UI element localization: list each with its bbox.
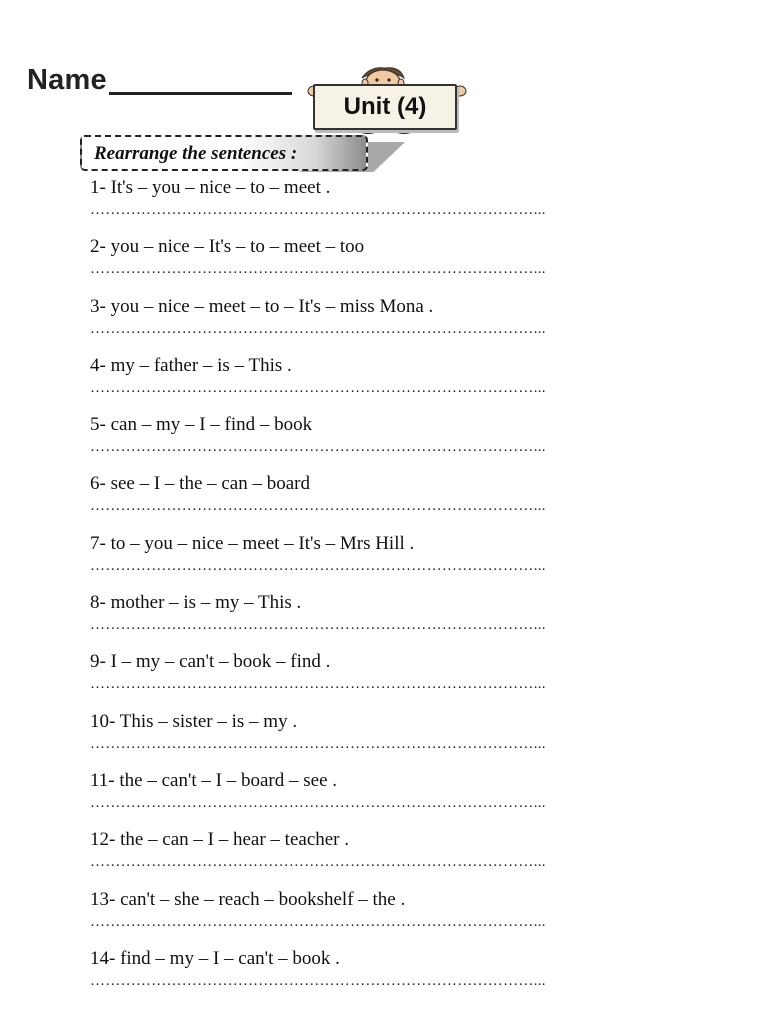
list-item [90,234,690,293]
question-text: 7- to – you – nice – meet – It's – Mrs Hill . [90,532,415,554]
list-item [90,412,690,471]
instruction-text: Rearrange the sentences : [94,143,298,164]
list-item [90,649,690,708]
answer-line[interactable]: ……………………………………………………………………………... [90,676,546,693]
list-item [90,887,690,946]
unit-title: Unit (4) [313,84,457,130]
question-text: 3- you – nice – meet – to – It's – miss Mona . [90,295,434,317]
answer-line[interactable]: ……………………………………………………………………………... [90,735,546,752]
question-text: 2- you – nice – It's – to – meet – too [90,236,365,258]
list-item [90,353,690,412]
question-text: 4- my – father – is – This . [90,354,292,376]
question-text: 14- find – my – I – can't – book . [90,947,340,969]
exercise-list [90,175,690,1005]
question-text: 1- It's – you – nice – to – meet . [90,177,331,198]
name-label: Name [27,64,107,96]
answer-line[interactable]: ……………………………………………………………………………... [90,261,546,278]
answer-line[interactable]: ……………………………………………………………………………... [90,617,546,634]
answer-line[interactable]: ……………………………………………………………………………... [90,379,546,396]
answer-line[interactable]: ……………………………………………………………………………... [90,498,546,515]
instruction-banner [80,135,368,171]
question-text: 13- can't – she – reach – bookshelf – the . [90,888,406,910]
answer-line[interactable]: ……………………………………………………………………………... [90,794,546,811]
question-text: 11- the – can't – I – board – see . [90,769,337,791]
question-text: 12- the – can – I – hear – teacher . [90,829,350,851]
list-item [90,827,690,886]
list-item [90,709,690,768]
answer-line[interactable]: ……………………………………………………………………………... [90,913,546,930]
answer-line[interactable]: ……………………………………………………………………………... [90,854,546,871]
list-item [90,946,690,1005]
question-text: 6- see – I – the – can – board [90,473,311,495]
question-text: 9- I – my – can't – book – find . [90,651,331,673]
list-item [90,768,690,827]
answer-line[interactable]: ……………………………………………………………………………... [90,972,546,989]
answer-line[interactable]: ……………………………………………………………………………... [90,557,546,574]
list-item [90,590,690,649]
question-text: 8- mother – is – my – This . [90,592,302,614]
list-item [90,175,690,234]
answer-line[interactable]: ……………………………………………………………………………... [90,320,546,337]
name-blank-line[interactable] [109,92,292,95]
question-text: 5- can – my – I – find – book [90,414,313,436]
list-item [90,294,690,353]
answer-line[interactable]: ……………………………………………………………………………... [90,439,546,456]
list-item [90,471,690,530]
answer-line[interactable]: ……………………………………………………………………………... [90,202,546,218]
question-text: 10- This – sister – is – my . [90,710,298,732]
list-item [90,531,690,590]
